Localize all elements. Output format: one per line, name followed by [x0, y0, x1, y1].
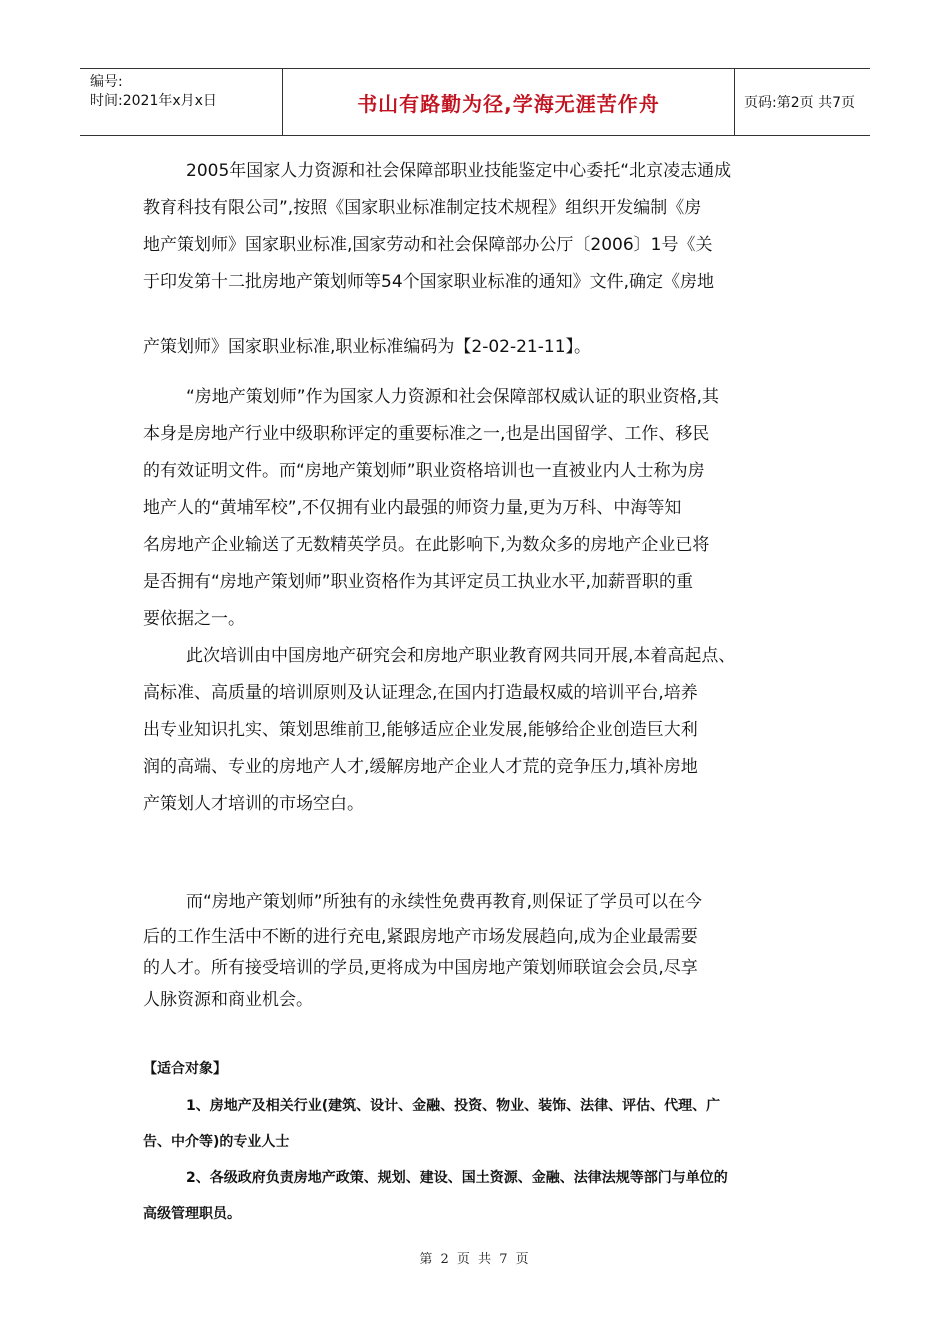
paragraph-line: “房地产策划师”作为国家人力资源和社会保障部权威认证的职业资格,其 — [186, 387, 720, 407]
paragraph-line: 此次培训由中国房地产研究会和房地产职业教育网共同开展,本着高起点、 — [186, 646, 736, 666]
paragraph-line: 地产人的“黄埔军校”,不仅拥有业内最强的师资力量,更为万科、中海等知 — [143, 498, 682, 518]
audience-item: 告、中介等)的专业人士 — [143, 1134, 290, 1150]
paragraph-line: 后的工作生活中不断的进行充电,紧跟房地产市场发展趋向,成为企业最需要 — [143, 927, 698, 947]
paragraph-line: 教育科技有限公司”,按照《国家职业标准制定技术规程》组织开发编制《房 — [143, 198, 702, 218]
paragraph-line: 产策划人才培训的市场空白。 — [143, 794, 364, 814]
paragraph-line: 于印发第十二批房地产策划师等54个国家职业标准的通知》文件,确定《房地 — [143, 272, 715, 292]
audience-item: 2、各级政府负责房地产政策、规划、建设、国土资源、金融、法律法规等部门与单位的 — [186, 1170, 728, 1186]
paragraph-line: 人脉资源和商业机会。 — [143, 990, 313, 1010]
paragraph-line: 是否拥有“房地产策划师”职业资格作为其评定员工执业水平,加薪晋职的重 — [143, 572, 694, 592]
audience-item: 高级管理职员。 — [143, 1206, 241, 1222]
paragraph-line: 润的高端、专业的房地产人才,缓解房地产企业人才荒的竞争压力,填补房地 — [143, 757, 698, 777]
paragraph-line: 名房地产企业输送了无数精英学员。在此影响下,为数众多的房地产企业已将 — [143, 535, 710, 555]
time-label: 时间:2021年x月x日 — [90, 93, 217, 109]
paragraph-line: 而“房地产策划师”所独有的永续性免费再教育,则保证了学员可以在今 — [186, 892, 703, 912]
paragraph-line: 的人才。所有接受培训的学员,更将成为中国房地产策划师联谊会会员,尽享 — [143, 958, 698, 978]
paragraph-line: 产策划师》国家职业标准,职业标准编码为【2-02-21-11】。 — [143, 337, 592, 357]
header-meta — [80, 69, 282, 135]
paragraph-line: 高标准、高质量的培训原则及认证理念,在国内打造最权威的培训平台,培养 — [143, 683, 698, 703]
audience-item: 1、房地产及相关行业(建筑、设计、金融、投资、物业、装饰、法律、评估、代理、广 — [186, 1098, 721, 1114]
number-label: 编号: — [90, 74, 123, 90]
paragraph-line: 地产策划师》国家职业标准,国家劳动和社会保障部办公厅〔2006〕1号《关 — [143, 235, 713, 255]
audience-heading: 【适合对象】 — [143, 1061, 227, 1077]
document-header — [80, 68, 870, 136]
paragraph-line: 本身是房地产行业中级职称评定的重要标准之一,也是出国留学、工作、移民 — [143, 424, 710, 444]
paragraph-line: 的有效证明文件。而“房地产策划师”职业资格培训也一直被业内人士称为房 — [143, 461, 705, 481]
header-motto: 书山有路勤为径,学海无涯苦作舟 — [282, 69, 735, 135]
paragraph-line: 要依据之一。 — [143, 609, 245, 629]
paragraph-line: 2005年国家人力资源和社会保障部职业技能鉴定中心委托“北京凌志通成 — [186, 161, 732, 181]
header-page-info: 页码:第2页 共7页 — [744, 95, 855, 111]
page-footer: 第 2 页 共 7 页 — [419, 1252, 531, 1267]
paragraph-line: 出专业知识扎实、策划思维前卫,能够适应企业发展,能够给企业创造巨大利 — [143, 720, 698, 740]
